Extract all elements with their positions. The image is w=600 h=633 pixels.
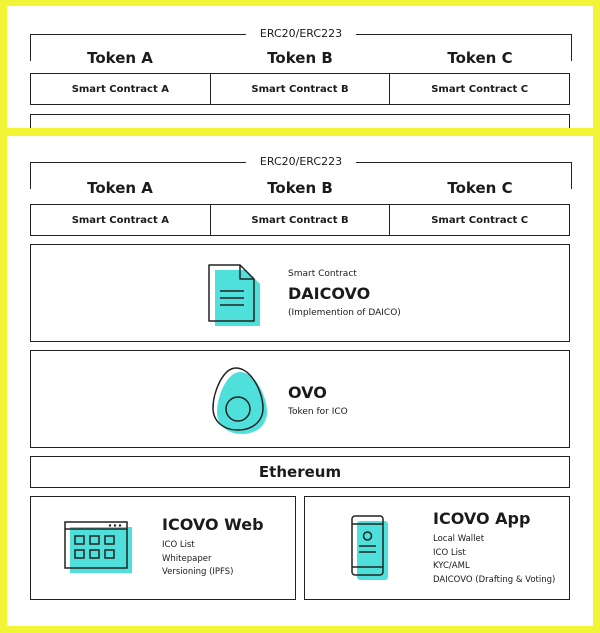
icovo-app-feature: DAICOVO (Drafting & Voting) <box>433 574 556 585</box>
daicovo-layer-box <box>30 244 570 342</box>
icovo-web-feature: ICO List <box>162 540 195 550</box>
icovo-web-box <box>30 496 296 600</box>
icovo-web-feature: Versioning (IPFS) <box>162 567 234 577</box>
token-a-label: Token A <box>87 49 153 67</box>
top-diagram-panel <box>7 6 593 128</box>
erc-standard-label: ERC20/ERC223 <box>246 154 356 170</box>
web-browser-icon <box>64 521 134 575</box>
token-c-label: Token C <box>447 179 513 197</box>
main-diagram-panel <box>7 136 593 626</box>
icovo-app-box <box>304 496 570 600</box>
ethereum-label: Ethereum <box>258 463 342 481</box>
erc-standard-label: ERC20/ERC223 <box>246 26 356 42</box>
smartphone-icon <box>351 515 391 581</box>
smart-contract-b-cell: Smart Contract B <box>210 205 390 235</box>
token-a-label: Token A <box>87 179 153 197</box>
icovo-web-feature-list <box>162 539 234 580</box>
token-b-label: Token B <box>267 49 333 67</box>
daicovo-subtitle: (Implemention of DAICO) <box>288 308 401 318</box>
icovo-app-feature: Local Wallet <box>433 534 485 544</box>
smart-contract-a-cell: Smart Contract A <box>71 214 169 226</box>
icovo-app-title: ICOVO App <box>433 509 531 528</box>
ovo-title: OVO <box>288 383 327 402</box>
smart-contract-b-cell: Smart Contract B <box>210 74 390 104</box>
ovo-layer-box <box>30 350 570 448</box>
ethereum-layer-box <box>30 456 570 488</box>
token-b-label: Token B <box>267 179 333 197</box>
daicovo-caption: Smart Contract <box>288 269 357 279</box>
ovo-subtitle: Token for ICO <box>288 407 348 417</box>
document-icon <box>208 264 266 328</box>
icovo-app-feature: KYC/AML <box>433 561 470 571</box>
smart-contract-row <box>30 73 570 105</box>
icovo-web-feature: Whitepaper <box>162 553 212 564</box>
icovo-web-title: ICOVO Web <box>162 515 264 534</box>
smart-contract-c-cell: Smart Contract C <box>389 205 569 235</box>
daicovo-layer-box-cropped <box>30 114 570 128</box>
smart-contract-c-cell: Smart Contract C <box>389 74 569 104</box>
token-c-label: Token C <box>447 49 513 67</box>
smart-contract-a-cell: Smart Contract A <box>71 83 169 95</box>
daicovo-title: DAICOVO <box>288 284 371 303</box>
icovo-app-feature-list <box>433 533 555 587</box>
icovo-app-feature: ICO List <box>433 547 466 558</box>
smart-contract-row <box>30 204 570 236</box>
egg-icon <box>209 368 269 434</box>
